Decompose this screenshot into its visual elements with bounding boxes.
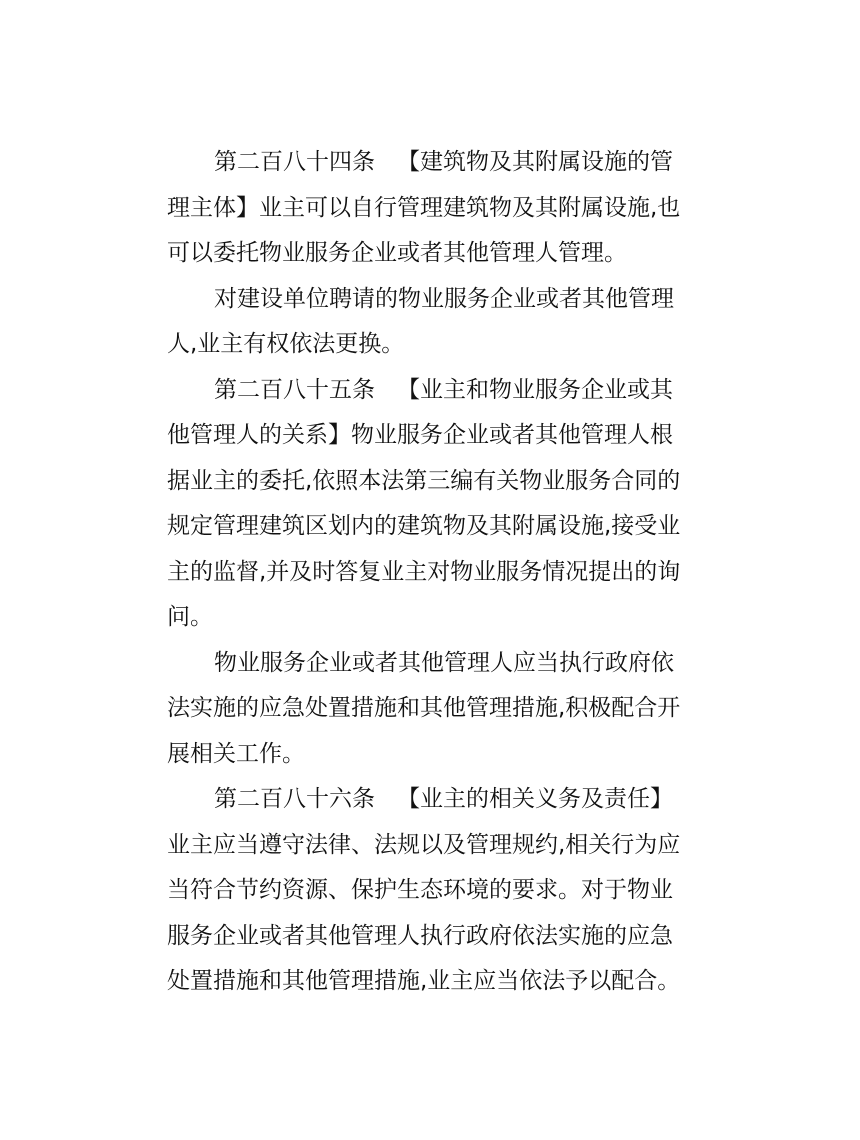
article-286-paragraph-1 [167,777,687,1005]
text-line: 据业主的委托,依照本法第三编有关物业服务合同的 [167,467,681,494]
article-number: 第二百八十四条 [214,149,375,175]
article-285-paragraph-1 [167,368,687,641]
text-line: 业主应当遵守法律、法规以及管理规约,相关行为应 [167,831,681,858]
article-number: 第二百八十六条 [214,786,375,812]
text-line: 当符合节约资源、保护生态环境的要求。对于物业 [167,877,673,903]
text-line: 展相关工作。 [167,740,305,767]
text-line: 物业服务企业或者其他管理人应当执行政府依 [214,649,674,676]
text-line: 对建设单位聘请的物业服务企业或者其他管理 [214,285,674,312]
text-line: 问。 [167,604,213,630]
text-line: 服务企业或者其他管理人执行政府依法实施的应急 [167,922,673,949]
article-heading: 【业主的相关义务及责任】 [397,786,673,812]
article-285-paragraph-2 [167,641,687,778]
document-body [167,140,687,1005]
article-284-paragraph-1 [167,140,687,277]
text-line: 处置措施和其他管理措施,业主应当依法予以配合。 [167,968,681,994]
text-line: 主的监督,并及时答复业主对物业服务情况提出的询 [167,558,681,585]
article-heading: 【业主和物业服务企业或其 [397,376,673,403]
article-number: 第二百八十五条 [214,376,375,403]
text-line: 理主体】业主可以自行管理建筑物及其附属设施,也 [167,194,681,221]
text-line: 人,业主有权依法更换。 [167,331,405,357]
article-284-paragraph-2 [167,277,687,368]
text-line: 他管理人的关系】物业服务企业或者其他管理人根 [167,422,673,448]
text-line: 可以委托物业服务企业或者其他管理人管理。 [167,240,627,266]
article-heading: 【建筑物及其附属设施的管 [397,149,673,175]
text-line: 法实施的应急处置措施和其他管理措施,积极配合开 [167,695,681,721]
text-line: 规定管理建筑区划内的建筑物及其附属设施,接受业 [167,513,681,539]
